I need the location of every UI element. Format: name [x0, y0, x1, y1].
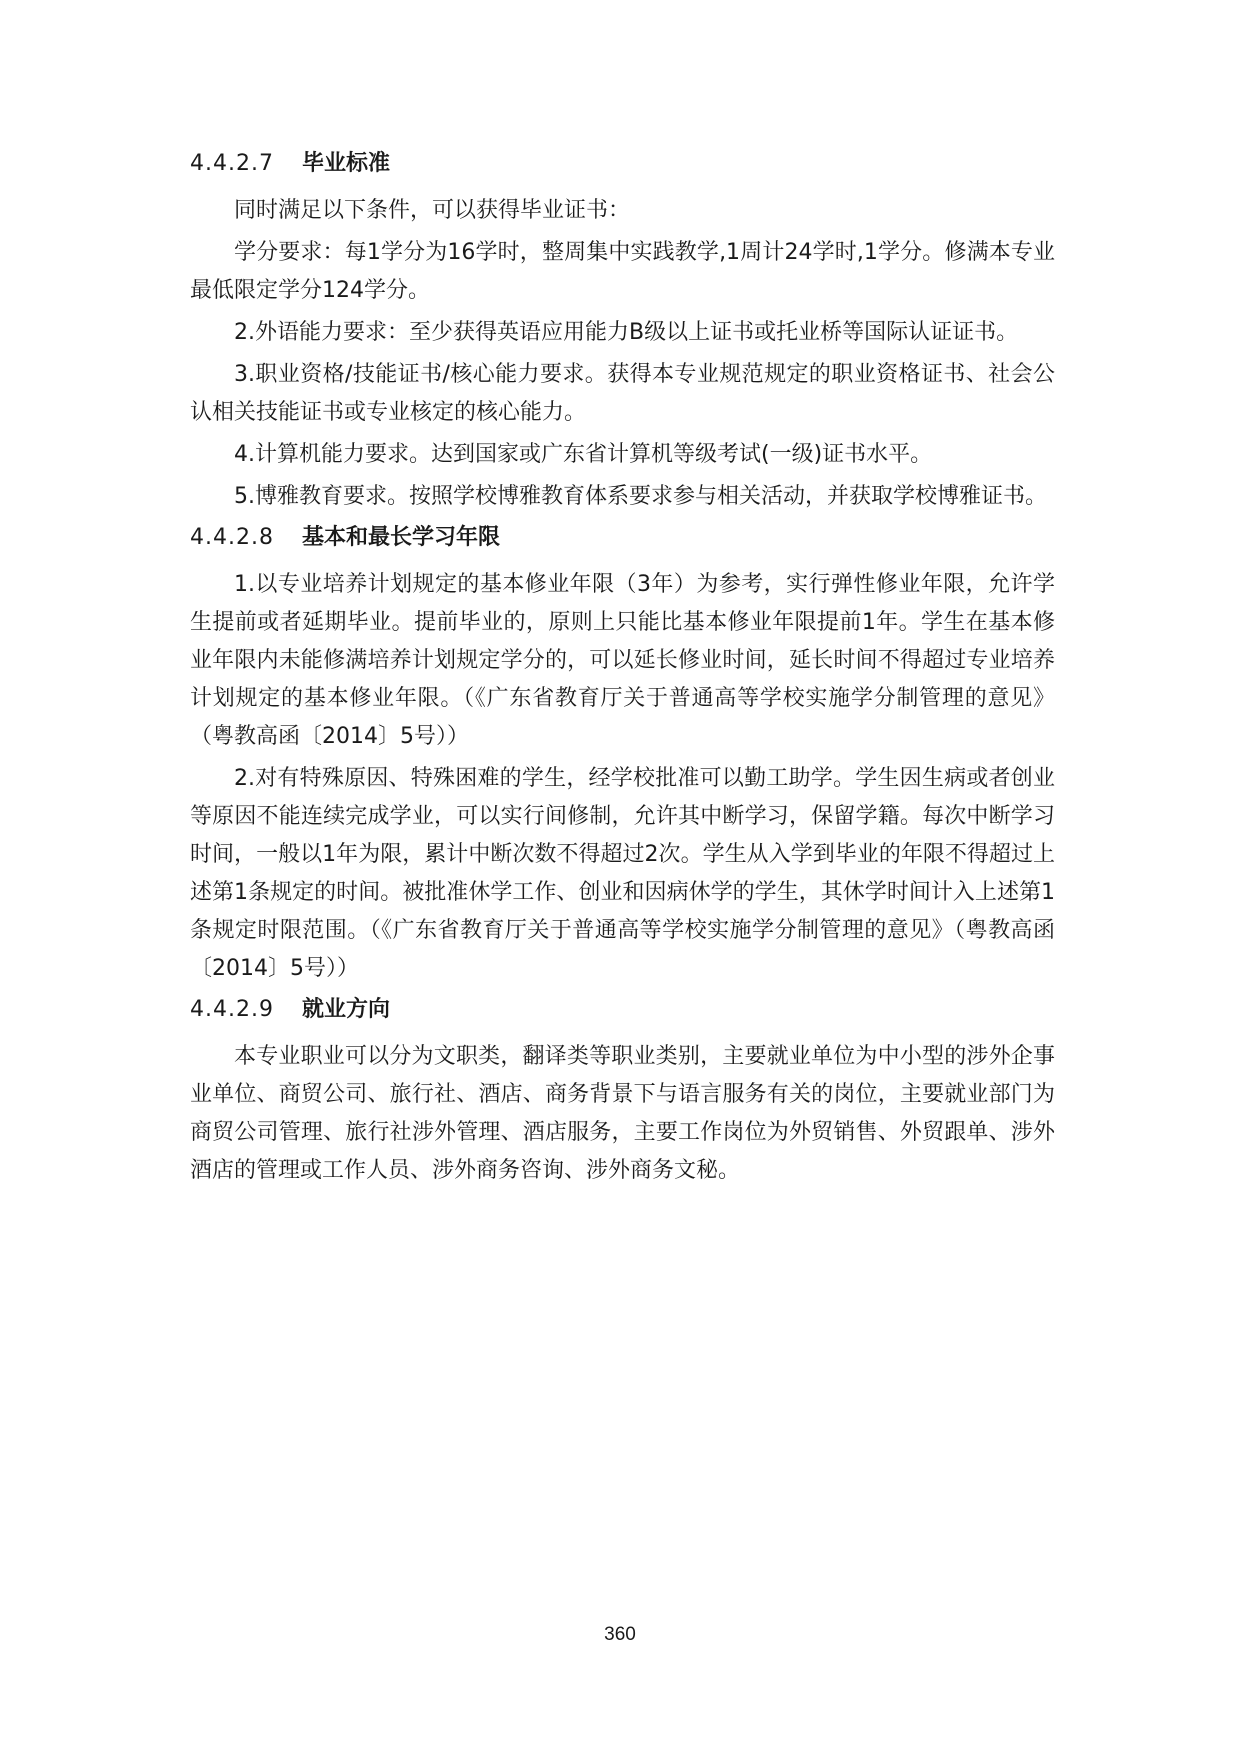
- paragraph: 5.博雅教育要求。按照学校博雅教育体系要求参与相关活动，并获取学校博雅证书。: [234, 484, 1047, 509]
- section-number: 4.4.2.7: [190, 151, 274, 176]
- section-number: 4.4.2.8: [190, 525, 274, 550]
- section-heading-4-4-2-8: [190, 520, 1055, 556]
- section-heading-4-4-2-9: [190, 992, 1055, 1028]
- paragraph: 1.以专业培养计划规定的基本修业年限（3年）为参考，实行弹性修业年限，允许学生提前或者延期毕业。提前毕业的，原则上只能比基本修业年限提前1年。学生在基本修业年限内未能修满培养计划规定学分的，可以延长修业时间，延长时间不得超过专业培养计划规定的基本修业年限。（《广东省教育厅关于普通高等学校实施学分制管理的意见》（粤教高函〔2014〕5号））: [190, 572, 1055, 749]
- paragraph: 3.职业资格/技能证书/核心能力要求。获得本专业规范规定的职业资格证书、社会公认相关技能证书或专业核定的核心能力。: [190, 362, 1055, 425]
- section-title: 就业方向: [302, 997, 391, 1022]
- paragraph: 本专业职业可以分为文职类，翻译类等职业类别，主要就业单位为中小型的涉外企事业单位、商贸公司、旅行社、酒店、商务背景下与语言服务有关的岗位，主要就业部门为商贸公司管理、旅行社涉外管理、酒店服务，主要工作岗位为外贸销售、外贸跟单、涉外酒店的管理或工作人员、涉外商务咨询、涉外商务文秘。: [190, 1044, 1055, 1183]
- section-title: 毕业标准: [302, 151, 391, 176]
- paragraph: 学分要求：每1学分为16学时，整周集中实践教学,1周计24学时,1学分。修满本专业最低限定学分124学分。: [190, 240, 1055, 303]
- section-number: 4.4.2.9: [190, 997, 274, 1022]
- paragraph: 同时满足以下条件，可以获得毕业证书：: [234, 198, 631, 223]
- paragraph: 2.外语能力要求：至少获得英语应用能力B级以上证书或托业桥等国际认证证书。: [234, 320, 1019, 345]
- paragraph: 4.计算机能力要求。达到国家或广东省计算机等级考试(一级)证书水平。: [234, 442, 933, 467]
- page-number: 360: [604, 1624, 636, 1645]
- section-heading-4-4-2-7: [190, 146, 1055, 182]
- section-title: 基本和最长学习年限: [302, 525, 501, 550]
- document-body: [190, 146, 1055, 1194]
- paragraph: 2.对有特殊原因、特殊困难的学生，经学校批准可以勤工助学。学生因生病或者创业等原因不能连续完成学业，可以实行间修制，允许其中断学习，保留学籍。每次中断学习时间，一般以1年为限，累计中断次数不得超过2次。学生从入学到毕业的年限不得超过上述第1条规定的时间。被批准休学工作、创业和因病休学的学生，其休学时间计入上述第1条规定时限范围。（《广东省教育厅关于普通高等学校实施学分制管理的意见》（粤教高函〔2014〕5号））: [190, 766, 1055, 981]
